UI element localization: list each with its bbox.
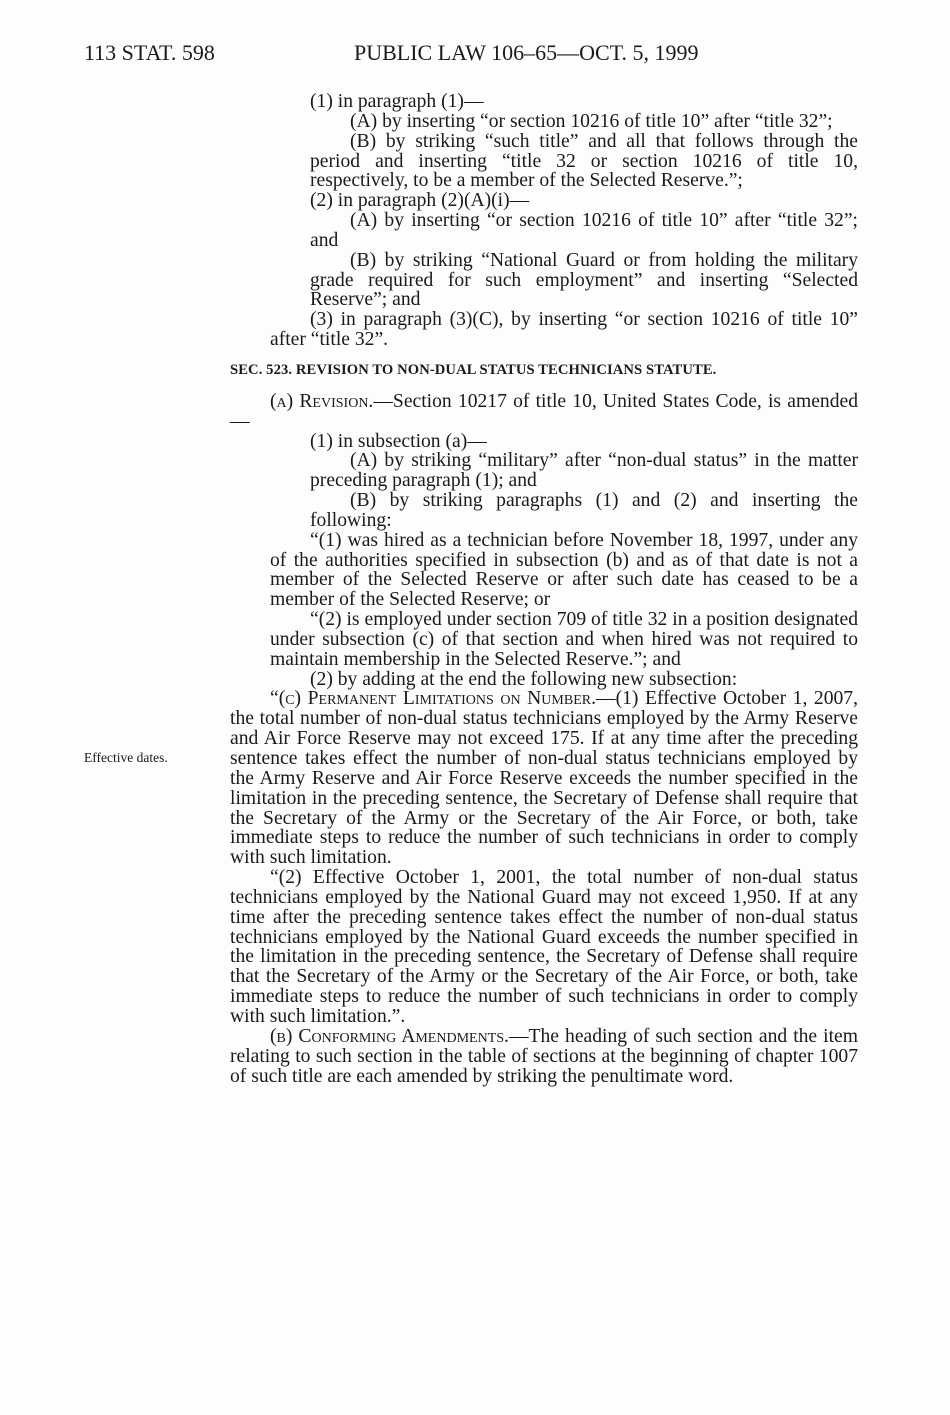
quoted-paragraph-1: “(1) was hired as a technician before November 18, 1997, under any of the authorities specified in subsection (b) and as of that date is not a member of the Selected Reserve or after such date has ceased to be a member of the Selected Reserve; or [270, 529, 858, 611]
section-heading: SEC. 523. REVISION TO NON-DUAL STATUS TECHNICIANS STATUTE. [230, 361, 717, 378]
subsection-a-caption: (a) Revision. [270, 390, 374, 412]
running-title: PUBLIC LAW 106–65—OCT. 5, 1999 [354, 40, 699, 65]
subsection-b-caption: (b) Conforming Amendments. [270, 1025, 509, 1047]
subsection-c-text: —(1) Effective October 1, 2007, the total number of non-dual status technicians employed by the Army Reserve and Air Force Reserve may not exceed 175. If at any time after the preceding sentence takes effect the number of non-dual status technicians employed by the Army Reserve and Air Force Reserve exceeds the number specified in the limitation in the preceding sentence, the Secretary of Defense shall require that the Secretary of the Army or the Secretary of the Air Force, or both, take immediate steps to reduce the number of such technicians in order to comply with such limitation. [230, 688, 858, 869]
paragraph-3: (3) in paragraph (3)(C), by inserting “or section 10216 of title 10” after “title 32”. [270, 309, 858, 351]
subsection-a-2: (2) by adding at the end the following new subsection: [310, 668, 738, 690]
subsection-c [230, 689, 858, 868]
subsection-a-text: —Section 10217 of title 10, United States Code, is amended— [230, 390, 858, 432]
paragraph-2-b: (B) by striking “National Guard or from holding the military grade required for such employment” and inserting “Selected Reserve”; and [310, 249, 858, 311]
margin-note: Effective dates. [84, 750, 168, 765]
subsection-a-1: (1) in subsection (a)— [310, 430, 487, 452]
paragraph-2: (2) in paragraph (2)(A)(i)— [310, 190, 530, 212]
paragraph-2-a: (A) by inserting “or section 10216 of title 10” after “title 32”; and [310, 210, 858, 251]
subsection-a-1-A: (A) by striking “military” after “non-dual status” in the matter preceding paragraph (1); and [310, 450, 858, 492]
document-body [230, 92, 858, 1086]
statute-page-reference: 113 STAT. 598 [84, 40, 215, 65]
subsection-c-caption: “(c) Permanent Limitations on Number. [270, 688, 596, 710]
subsection-b [230, 1027, 858, 1087]
subsection-a-1-B: (B) by striking paragraphs (1) and (2) and inserting the following: [310, 490, 858, 531]
quoted-paragraph-2: “(2) is employed under section 709 of title 32 in a position designated under subsection (c) of that section and when hired was not required to maintain membership in the Selected Reserve.”; and [270, 609, 858, 670]
subsection-a [230, 392, 858, 432]
paragraph-1-b: (B) by striking “such title” and all that follows through the period and inserting “title 32 or section 10216 of title 10, respectively, to be a member of the Selected Reserve.”; [310, 130, 858, 192]
subsection-c-2: “(2) Effective October 1, 2001, the total number of non-dual status technicians employed by the National Guard may not exceed 1,950. If at any time after the preceding sentence takes effect the number of non-dual status technicians employed by the National Guard exceeds the number specified in the limitation in the preceding sentence, the Secretary of Defense shall require that the Secretary of the Army or the Secretary of the Air Force, or both, take immediate steps to reduce the number of such technicians in order to comply with such limitation.”. [230, 867, 858, 1027]
page-header [84, 40, 864, 70]
paragraph-1: (1) in paragraph (1)— [310, 91, 484, 112]
subsection-b-text: —The heading of such section and the item relating to such section in the table of sections at the beginning of chapter 1007 of such title are each amended by striking the penultimate word. [230, 1025, 858, 1087]
paragraph-1-a: (A) by inserting “or section 10216 of title 10” after “title 32”; [350, 110, 833, 132]
